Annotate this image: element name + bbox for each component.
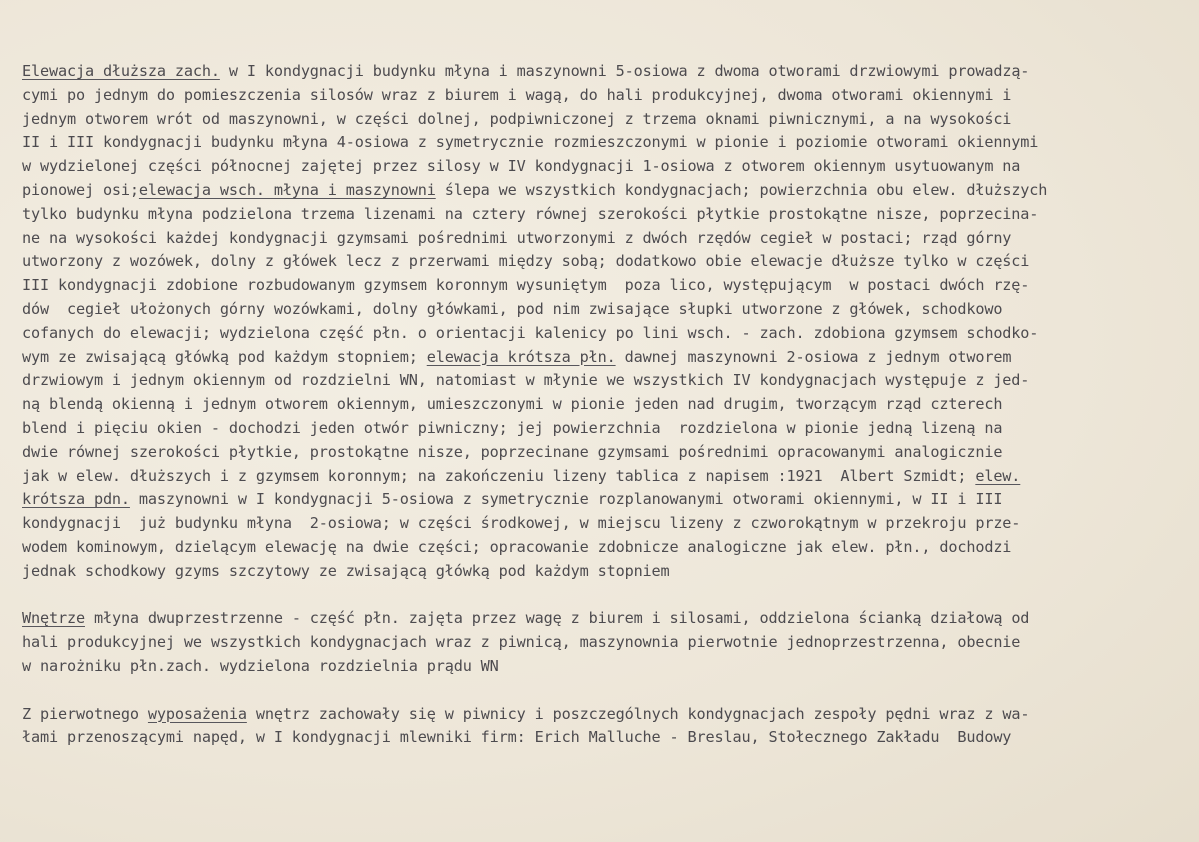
text-line xyxy=(22,465,1192,489)
text-segment: dów cegieł ułożonych górny wozówkami, dolny główkami, pod nim zwisające słupki utworzone z główek, schodkowo xyxy=(22,299,1003,318)
underlined-heading: elew. xyxy=(975,466,1021,485)
text-line xyxy=(22,631,1192,655)
underlined-heading: krótsza pdn. xyxy=(22,490,130,509)
text-segment: Z pierwotnego xyxy=(22,704,148,723)
text-segment: III kondygnacji zdobione rozbudowanym gzymsem koronnym wysuniętym poza lico, występującym w postaci dwóch rzę- xyxy=(22,276,1030,295)
paragraph xyxy=(22,60,1192,584)
text-segment: pionowej osi; xyxy=(22,180,139,199)
text-line xyxy=(22,108,1192,132)
underlined-heading: Wnętrze xyxy=(22,609,85,628)
text-line xyxy=(22,227,1192,251)
underlined-heading: elewacja wsch. młyna i maszynowni xyxy=(138,180,436,199)
text-line xyxy=(22,607,1192,631)
paragraph xyxy=(22,703,1192,751)
underlined-heading: Elewacja dłuższa zach. xyxy=(22,62,220,80)
text-segment: wym ze zwisającą główką pod każdym stopniem; xyxy=(22,347,427,366)
text-segment: jednym otworem wrót od maszynowni, w części dolnej, podpiwniczonej z trzema oknami piwnicznymi, a na wysokości xyxy=(22,109,1012,128)
text-line xyxy=(22,179,1192,203)
text-line xyxy=(22,441,1192,465)
underlined-heading: wyposażenia xyxy=(147,704,247,723)
text-line xyxy=(22,131,1192,155)
text-segment: w I kondygnacji budynku młyna i maszynowni 5-osiowa z dwoma otworami drzwiowymi prowadzą- xyxy=(219,62,1030,80)
text-line xyxy=(22,346,1192,370)
text-segment: w wydzielonej części północnej zajętej przez silosy w IV kondygnacji 1-osiowa z otworem okiennym usytuowanym na xyxy=(22,157,1021,176)
text-line xyxy=(22,488,1192,512)
text-segment: dwie równej szerokości płytkie, prostokątne nisze, poprzecinane gzymsami pośrednimi opracowanymi analogicznie xyxy=(22,442,1003,461)
text-segment: dawnej maszynowni 2-osiowa z jednym otworem xyxy=(615,347,1012,366)
paragraph-gap xyxy=(22,679,1192,703)
text-line xyxy=(22,536,1192,560)
text-segment: wodem kominowym, dzielącym elewację na dwie części; opracowanie zdobnicze analogiczne jak elew. płn., dochodzi xyxy=(22,537,1012,556)
text-segment: jednak schodkowy gzyms szczytowy ze zwisającą główką pod każdym stopniem xyxy=(22,561,670,580)
text-segment: drzwiowym i jednym okiennym od rozdzielni WN, natomiast w młynie we wszystkich IV kondygnacjach występuje z jed- xyxy=(22,371,1030,390)
text-line xyxy=(22,203,1192,227)
text-line xyxy=(22,322,1192,346)
text-line xyxy=(22,512,1192,536)
text-segment: hali produkcyjnej we wszystkich kondygnacjach wraz z piwnicą, maszynownia pierwotnie jednoprzestrzenna, obecnie xyxy=(22,633,1021,652)
text-line xyxy=(22,393,1192,417)
text-segment: łami przenoszącymi napęd, w I kondygnacji mlewniki firm: Erich Malluche - Breslau, Stołecznego Zakładu Budowy xyxy=(22,728,1012,747)
text-segment: w narożniku płn.zach. wydzielona rozdzielnia prądu WN xyxy=(22,656,499,675)
text-line xyxy=(22,274,1192,298)
text-line xyxy=(22,60,1192,84)
text-segment: młyna dwuprzestrzenne - część płn. zajęta przez wagę z biurem i silosami, oddzielona ścianką działową od xyxy=(84,609,1030,628)
paragraph-gap xyxy=(22,584,1192,608)
underlined-heading: elewacja krótsza płn. xyxy=(426,347,616,366)
text-segment: blend i pięciu okien - dochodzi jeden otwór piwniczny; jej powierzchnia rozdzielona w pionie jedną lizeną na xyxy=(22,418,1003,437)
text-segment: tylko budynku młyna podzielona trzema lizenami na cztery równej szerokości płytkie prostokątne nisze, poprzecina- xyxy=(22,204,1039,223)
text-line xyxy=(22,726,1192,750)
text-line xyxy=(22,155,1192,179)
text-segment: ślepa we wszystkich kondygnacjach; powierzchnia obu elew. dłuższych xyxy=(435,180,1048,199)
text-segment: jak w elew. dłuższych i z gzymsem koronnym; na zakończeniu lizeny tablica z napisem :1921 Albert Szmidt; xyxy=(22,466,976,485)
text-segment: utworzony z wozówek, dolny z główek lecz z przerwami między sobą; dodatkowo obie elewacje dłuższe tylko w części xyxy=(22,252,1030,271)
paragraph xyxy=(22,607,1192,678)
text-segment: wnętrz zachowały się w piwnicy i poszczególnych kondygnacjach zespoły pędni wraz z wa- xyxy=(246,704,1030,723)
text-segment: ne na wysokości każdej kondygnacji gzymsami pośrednimi utworzonymi z dwóch rzędów cegieł w postaci; rząd górny xyxy=(22,228,1012,247)
text-line xyxy=(22,298,1192,322)
text-segment: kondygnacji już budynku młyna 2-osiowa; w części środkowej, w miejscu lizeny z czworokątnym w przekroju prze- xyxy=(22,514,1021,533)
text-line xyxy=(22,703,1192,727)
text-segment: maszynowni w I kondygnacji 5-osiowa z symetrycznie rozplanowanymi otworami okiennymi, w II i III xyxy=(129,490,1003,509)
text-line xyxy=(22,250,1192,274)
text-segment: cofanych do elewacji; wydzielona część płn. o orientacji kalenicy po lini wsch. - zach. zdobiona gzymsem schodko- xyxy=(22,323,1039,342)
text-segment: cymi po jednym do pomieszczenia silosów wraz z biurem i wagą, do hali produkcyjnej, dwoma otworami okiennymi i xyxy=(22,85,1012,104)
text-segment: II i III kondygnacji budynku młyna 4-osiowa z symetrycznie rozmieszczonymi w pionie i poziomie otworami okiennymi xyxy=(22,133,1039,152)
text-line xyxy=(22,560,1192,584)
typewritten-text xyxy=(22,60,1192,750)
text-line xyxy=(22,369,1192,393)
text-line xyxy=(22,655,1192,679)
text-line xyxy=(22,84,1192,108)
text-line xyxy=(22,417,1192,441)
text-segment: ną blendą okienną i jednym otworem okiennym, umieszczonymi w pionie jeden nad drugim, tworzącym rząd czterech xyxy=(22,395,1003,414)
